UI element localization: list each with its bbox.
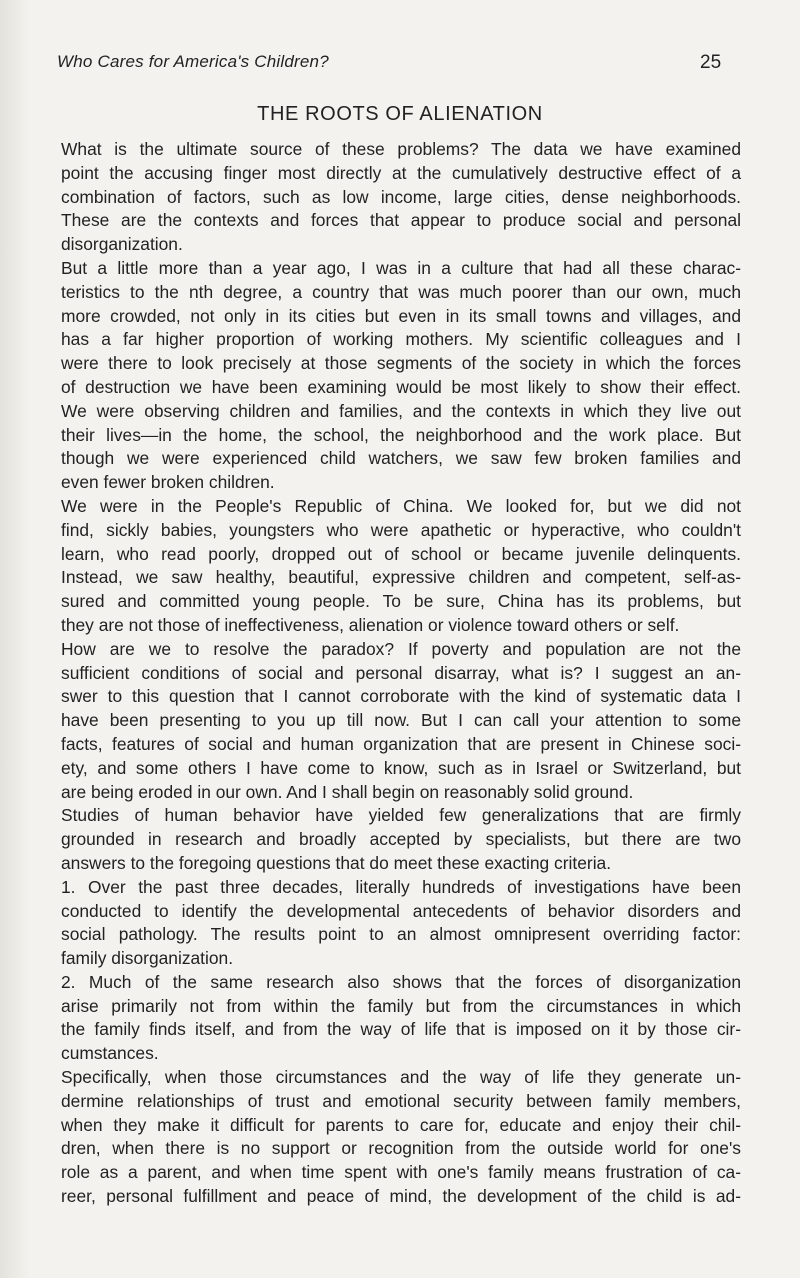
text-line: has a far higher proportion of working mothers. My scientific colleagues and I <box>61 329 741 350</box>
text-line: 2. Much of the same research also shows that the forces of disorganization <box>61 971 741 992</box>
text-line: role as a parent, and when time spent with one's family means frustration of ca- <box>61 1162 741 1183</box>
text-line: were there to look precisely at those segments of the society in which the forces <box>61 353 741 374</box>
running-title: Who Cares for America's Children? <box>57 52 329 71</box>
text-line: point the accusing finger most directly at the cumulatively destructive effect of a <box>61 162 741 183</box>
text-line: answers to the foregoing questions that do meet these exacting criteria. <box>61 852 612 873</box>
text-line: grounded in research and broadly accepted by specialists, but there are two <box>61 829 741 850</box>
text-line: have been presenting to you up till now. But I can call your attention to some <box>61 710 741 731</box>
text-line: How are we to resolve the paradox? If poverty and population are not the <box>61 638 741 659</box>
text-line: What is the ultimate source of these problems? The data we have examined <box>61 139 741 159</box>
text-line: social pathology. The results point to an almost omnipresent overriding factor: <box>61 924 741 945</box>
text-line: swer to this question that I cannot corroborate with the kind of systematic data I <box>61 686 741 707</box>
text-line: Specifically, when those circumstances and the way of life they generate un- <box>61 1067 741 1088</box>
text-line: conducted to identify the developmental antecedents of behavior disorders and <box>61 900 741 921</box>
text-line: Instead, we saw healthy, beautiful, expressive children and competent, self-as- <box>61 567 741 588</box>
text-line: dermine relationships of trust and emotional security between family members, <box>61 1090 741 1111</box>
text-line: when they make it difficult for parents to care for, educate and enjoy their chil- <box>61 1114 741 1135</box>
text-line: cumstances. <box>61 1043 159 1064</box>
text-line: are being eroded in our own. And I shall begin on reasonably solid ground. <box>61 781 634 802</box>
text-line: even fewer broken children. <box>61 472 275 493</box>
text-line: find, sickly babies, youngsters who were apathetic or hyperactive, who couldn't <box>61 519 741 540</box>
text-line: dren, when there is no support or recognition from the outside world for one's <box>61 1138 741 1159</box>
text-line: teristics to the nth degree, a country that was much poorer than our own, much <box>61 281 741 302</box>
text-line: of destruction we have been examining would be most likely to show their effect. <box>61 376 741 397</box>
page-edge-shadow <box>0 0 30 1278</box>
text-line: facts, features of social and human organization that are present in Chinese soci- <box>61 733 741 754</box>
text-line: But a little more than a year ago, I was in a culture that had all these charac- <box>61 257 741 278</box>
text-line: arise primarily not from within the family but from the circumstances in which <box>61 995 741 1016</box>
text-line: sured and committed young people. To be sure, China has its problems, but <box>61 591 741 612</box>
body-text <box>61 138 741 1209</box>
text-line: 1. Over the past three decades, literally hundreds of investigations have been <box>61 876 741 897</box>
text-line: though we were experienced child watchers, we saw few broken families and <box>61 448 741 469</box>
text-line: they are not those of ineffectiveness, alienation or violence toward others or self. <box>61 614 680 635</box>
text-line: their lives—in the home, the school, the neighborhood and the work place. But <box>61 424 741 445</box>
section-heading: THE ROOTS OF ALIENATION <box>257 103 543 125</box>
text-line: sufficient conditions of social and personal disarray, what is? I suggest an an- <box>61 662 741 683</box>
page-header <box>0 52 800 82</box>
page-number: 25 <box>700 52 722 73</box>
text-line: We were observing children and families, and the contexts in which they live out <box>61 400 741 421</box>
text-line: combination of factors, such as low income, large cities, dense neighborhoods. <box>61 186 741 207</box>
text-line: family disorganization. <box>61 948 234 969</box>
text-line: ety, and some others I have come to know, such as in Israel or Switzerland, but <box>61 757 741 778</box>
text-line: Studies of human behavior have yielded few generalizations that are firmly <box>61 805 741 826</box>
text-line: more crowded, not only in its cities but even in its small towns and villages, and <box>61 305 741 326</box>
text-line: learn, who read poorly, dropped out of school or became juvenile delinquents. <box>61 543 741 564</box>
text-line: These are the contexts and forces that appear to produce social and personal <box>61 210 741 231</box>
text-line: the family finds itself, and from the way of life that is imposed on it by those cir- <box>61 1019 741 1040</box>
text-line: reer, personal fulfillment and peace of mind, the development of the child is ad- <box>61 1186 741 1207</box>
text-line: We were in the People's Republic of China. We looked for, but we did not <box>61 495 741 516</box>
text-line: disorganization. <box>61 234 183 255</box>
